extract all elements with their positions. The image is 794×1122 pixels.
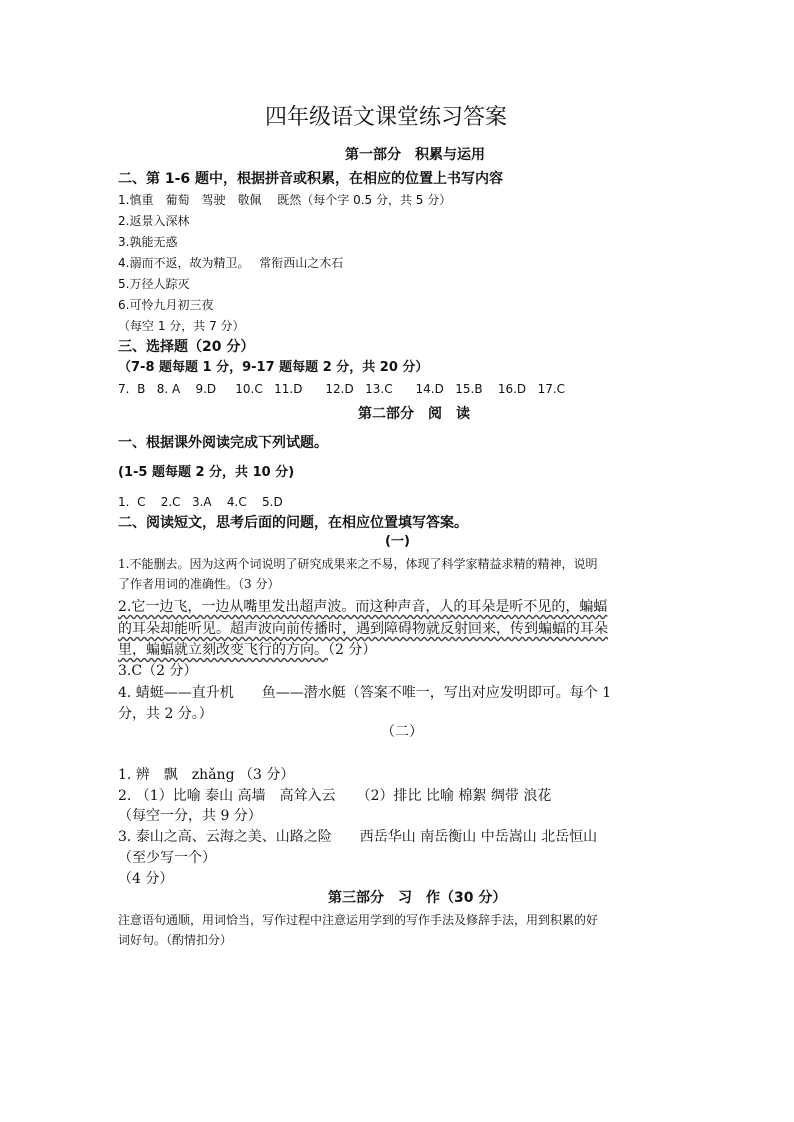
part1-q2-item-2: 2.返景入深林	[118, 214, 190, 228]
underlined-text: 的耳朵却能听见。超声波向前传播时，遇到障碍物就反射回来，传到蝙蝠的耳朵	[118, 621, 608, 637]
part2-q1-answers: 1. C 2.C 3.A 4.C 5.D	[118, 495, 283, 509]
sub1-answer-4-line-1: 4. 蜻蜓——直升机 鱼——潜水艇（答案不唯一，写出对应发明即可。每个 1	[118, 685, 612, 701]
sub2-answer-3-line-3: （4 分）	[118, 871, 174, 887]
part2-q1-heading: 一、根据课外阅读完成下列试题。	[118, 435, 328, 451]
part3-heading: 第三部分 习 作（30 分）	[328, 890, 507, 906]
underlined-text: 里，蝙蝠就立刻改变飞行的方向。	[118, 642, 328, 658]
sub2-answer-1: 1. 辨 飘 zhǎng （3 分）	[118, 767, 295, 783]
part1-q2-item-3: 3.孰能无惑	[118, 235, 178, 249]
sub2-answer-2-line-1: 2. （1）比喻 泰山 高墙 高耸入云 （2）排比 比喻 棉絮 绸带 浪花	[118, 788, 552, 804]
sub1-answer-2-line-3	[118, 640, 376, 661]
reading-sub2-heading: （二）	[381, 724, 423, 740]
part1-q3-heading: 三、选择题（20 分）	[118, 339, 255, 355]
sub2-answer-3-line-2: （至少写一个）	[118, 850, 216, 866]
sub1-answer-4-line-2: 分，共 2 分。）	[118, 706, 213, 722]
part1-q3-note: （7-8 题每题 1 分，9-17 题每题 2 分，共 20 分）	[118, 360, 429, 375]
page-title: 四年级语文课堂练习答案	[265, 105, 508, 130]
part1-heading: 第一部分 积累与运用	[345, 147, 485, 163]
part1-q3-answers: 7. B 8. A 9.D 10.C 11.D 12.D 13.C 14.D 15.B 16.D 17.C	[118, 382, 566, 396]
part3-text-line-2: 词好句。（酌情扣分）	[118, 933, 233, 947]
sub1-answer-2-line-1	[118, 597, 607, 618]
sub1-answer-1-line-1: 1.不能删去。因为这两个词说明了研究成果来之不易，体现了科学家精益求精的精神，说明	[118, 557, 598, 571]
part1-q2-item-1: 1.慎重 葡萄 驾驶 敬佩 既然（每个字 0.5 分，共 5 分）	[118, 193, 452, 207]
score-text: （2 分）	[328, 642, 377, 658]
part1-q2-score: （每空 1 分，共 7 分）	[118, 319, 245, 333]
sub1-answer-1-line-2: 了作者用词的准确性。（3 分）	[118, 577, 280, 591]
part2-q2-heading: 二、阅读短文，思考后面的问题，在相应位置填写答案。	[118, 515, 468, 531]
part3-text-line-1: 注意语句通顺，用词恰当，写作过程中注意运用学到的写作手法及修辞手法，用到积累的好	[118, 913, 599, 927]
part1-q2-heading: 二、第 1-6 题中，根据拼音或积累，在相应的位置上书写内容	[118, 171, 504, 187]
sub1-answer-2-line-2	[118, 619, 608, 640]
reading-sub1-heading: (一)	[385, 534, 410, 549]
sub2-answer-3-line-1: 3. 泰山之高、云海之美、山路之险 西岳华山 南岳衡山 中岳嵩山 北岳恒山	[118, 829, 598, 845]
part2-heading: 第二部分 阅 读	[358, 406, 470, 422]
underlined-text: 2.它一边飞，一边从嘴里发出超声波。而这种声音，人的耳朵是听不见的，蝙蝠	[118, 599, 608, 615]
sub1-answer-3: 3.C（2 分）	[118, 663, 198, 679]
sub2-answer-2-line-2: （每空一分，共 9 分）	[118, 808, 262, 824]
part1-q2-item-4: 4.溺而不返，故为精卫。 常衔西山之木石	[118, 256, 344, 270]
part2-q1-note: (1-5 题每题 2 分，共 10 分)	[118, 465, 295, 480]
part1-q2-item-5: 5.万径人踪灭	[118, 277, 190, 291]
part1-q2-item-6: 6.可怜九月初三夜	[118, 298, 214, 312]
